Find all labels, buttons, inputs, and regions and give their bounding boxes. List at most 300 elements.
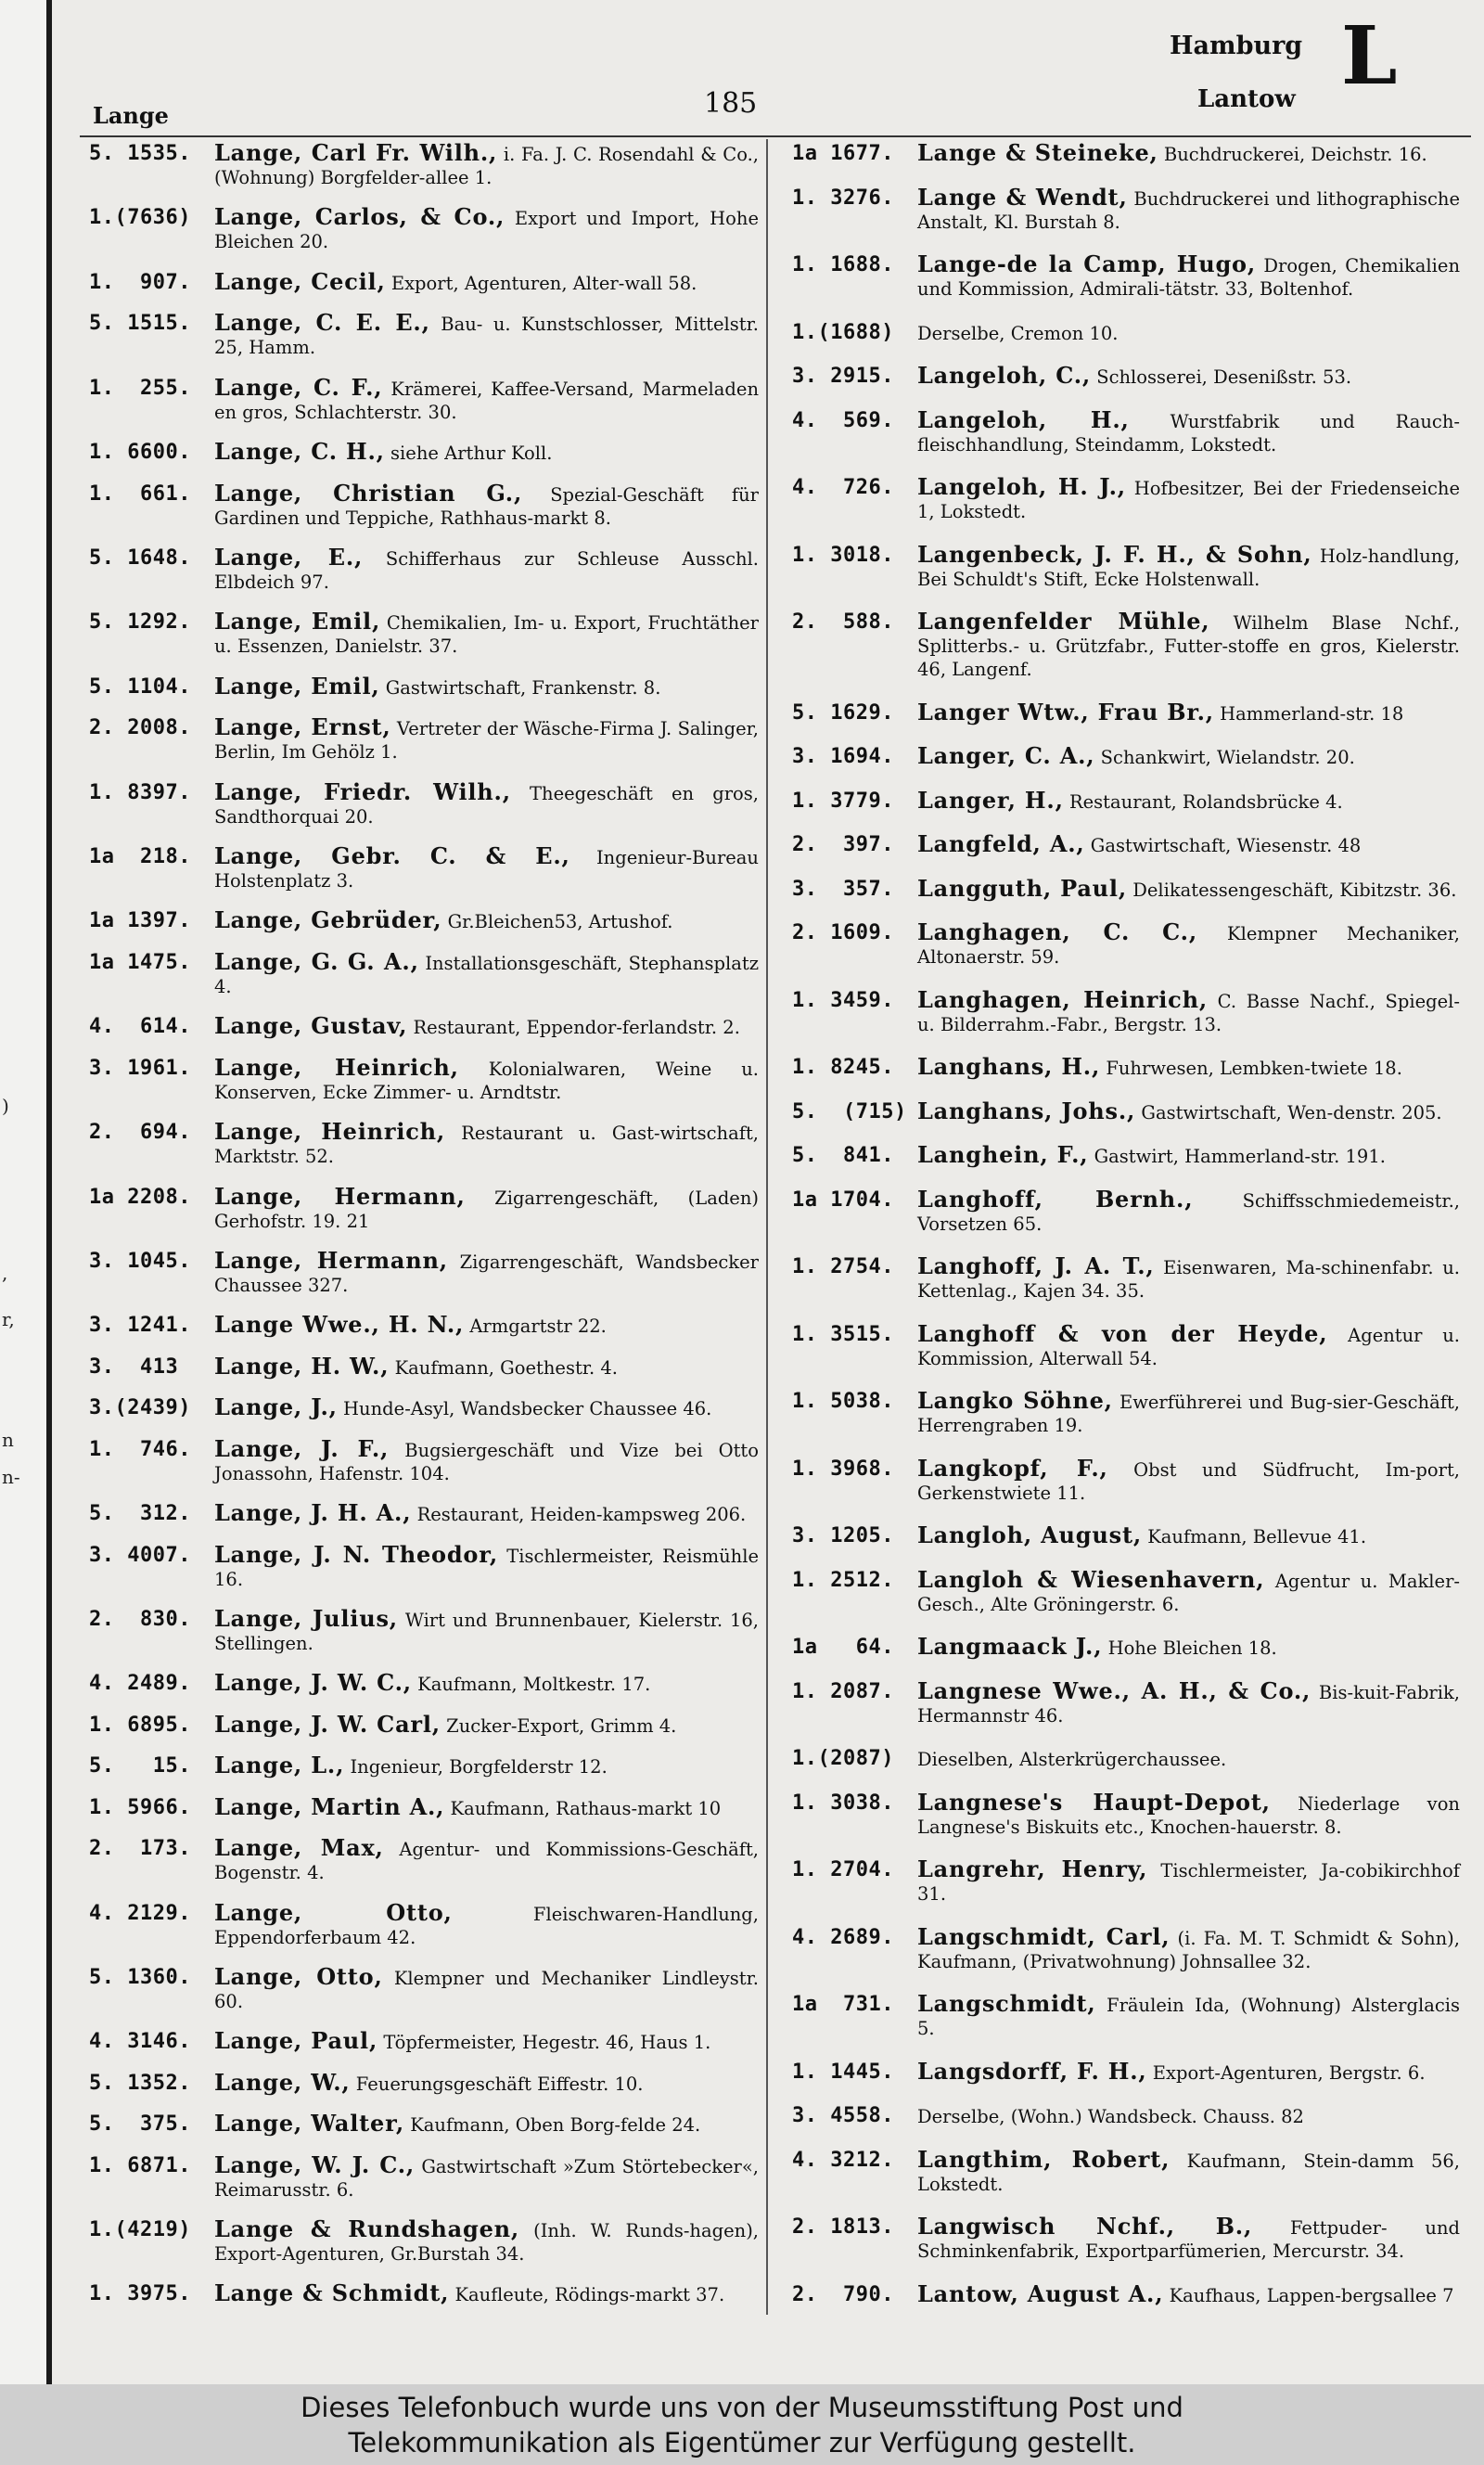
phone-number: 3. 1961. [89,1056,191,1080]
directory-entry [89,1792,759,1820]
entry-text [917,1635,1460,1660]
entry-text [214,1710,759,1738]
subscriber-name: Lange, Emil, [214,672,380,700]
phone-number: 1a 1397. [89,909,191,933]
subscriber-details: Fräulein Ida, (Wohnung) Alsterglacis 5. [917,1995,1460,2039]
phone-number: 2. 830. [89,1607,191,1631]
subscriber-details: Zigarrengeschäft, (Laden) Gerhofstr. 19. 21 [214,1187,760,1232]
phone-number: 1. 255. [89,376,191,400]
subscriber-name: Langenbeck, J. F. H., & Sohn, [917,540,1312,568]
directory-entry [792,1143,1460,1168]
entry-text [917,744,1460,769]
phone-number: 3. 357. [792,877,894,901]
directory-entry [89,1053,759,1104]
entry-text [917,610,1460,681]
subscriber-name: Lange, C. F., [214,373,383,401]
entry-text [214,947,759,998]
directory-entry [792,786,1460,814]
phone-number: 1a 1704. [792,1188,894,1212]
directory-entry [89,908,759,933]
directory-entry [89,2281,759,2306]
phone-number: 1. 2087. [792,1679,894,1703]
phone-number: 1.(4219) [89,2218,191,2242]
phone-number: 1.(7636) [89,206,191,230]
phone-number: 1. 3515. [792,1322,894,1346]
directory-entry [792,1788,1460,1839]
subscriber-name: Lange Wwe., H. N., [214,1311,465,1339]
phone-number: 3. 1694. [792,745,894,768]
directory-entry [792,2279,1460,2307]
phone-number: 4. 726. [792,476,894,499]
entry-text [214,1014,759,1039]
phone-number: 5. 1292. [89,610,191,635]
subscriber-details: Derselbe, (Wohn.) Wandsbeck. Chauss. 82 [917,2106,1304,2127]
entry-text [214,844,759,892]
directory-entry [89,844,759,892]
phone-number: 1. 661. [89,481,191,506]
subscriber-name: Langhoff & von der Heyde, [917,1319,1328,1347]
entry-text [214,311,759,359]
subscriber-details: Wurstfabrik und Rauch-fleischhandlung, Steindamm, Lokstedt. [917,410,1461,456]
entry-text [917,1055,1460,1080]
subscriber-details: Kaufhaus, Lappen-bergsallee 7 [1169,2284,1454,2306]
directory-entry [89,674,759,700]
directory-entry [792,1319,1460,1370]
directory-entry [792,1746,1460,1771]
header-city: Hamburg [1170,32,1303,60]
subscriber-name: Lange, Carlos, & Co., [214,203,505,231]
subscriber-details: Export-Agenturen, Bergstr. 6. [1152,2061,1426,2084]
subscriber-name: Lange, Paul, [214,2027,378,2055]
entry-text [214,1792,759,1820]
subscriber-details: Schlosserei, Desenißstr. 53. [1096,366,1352,388]
strip-mark: ) [2,1095,9,1117]
directory-entry [89,1604,759,1655]
subscriber-details: Hammerland-str. 18 [1220,702,1404,725]
entry-text [214,674,759,700]
directory-entry [792,1992,1460,2040]
phone-number: 1. 746. [89,1437,191,1461]
subscriber-name: Langschmidt, Carl, [917,1922,1171,1950]
phone-number: 3. 4007. [89,1543,191,1567]
subscriber-details: Wilhelm Blase Nchf., Splitterbs.- u. Grützfabr., Futter-stoffe en gros, Kielerstr. 46, Langenf. [917,612,1460,680]
phone-number: 1. 6895. [89,1713,191,1737]
directory-entry [89,1014,759,1039]
entry-text [917,1857,1460,1906]
entry-text [214,1313,759,1338]
phone-number: 3. 1241. [89,1314,191,1338]
subscriber-name: Langloh, August, [917,1521,1142,1548]
subscriber-name: Langeloh, H. J., [917,473,1126,500]
subscriber-name: Lange, J., [214,1393,338,1421]
entry-text [917,2057,1460,2085]
directory-entry [89,2029,759,2054]
phone-number: 5. 1104. [89,674,191,699]
directory-entry [89,1962,759,2013]
entry-text [214,1501,759,1526]
phone-number: 4. 2689. [792,1925,894,1949]
entry-text [917,874,1460,902]
entry-text [917,364,1460,389]
phone-number: 4. 614. [89,1015,191,1039]
entry-text [214,1395,759,1420]
subscriber-details: Wirt und Brunnenbauer, Kielerstr. 16, Stellingen. [214,1609,759,1654]
subscriber-details: Feuerungsgeschäft Eiffestr. 10. [355,2073,644,2095]
subscriber-details: (Inh. W. Runds-hagen), Export-Agenturen, Gr.Burstah 34. [214,2220,759,2266]
subscriber-name: Lange, H. W., [214,1352,390,1380]
directory-entry [89,205,759,253]
phone-number: 3. 1205. [792,1524,894,1547]
subscriber-name: Lange, J. F., [214,1434,390,1462]
phone-number: 1a 731. [792,1993,894,2016]
subscriber-details: Kaufmann, Moltkestr. 17. [417,1674,651,1696]
phone-number: 2. 397. [792,833,894,856]
subscriber-details: Krämerei, Kaffee-Versand, Marmeladen en gros, Schlachterstr. 30. [214,378,760,423]
subscriber-details: Vertreter der Wäsche-Firma J. Salinger, Berlin, Im Gehölz 1. [214,718,759,764]
directory-entry [89,440,759,465]
entry-text [917,700,1460,725]
subscriber-name: Langnese's Haupt-Depot, [917,1788,1271,1816]
phone-number: 1. 3975. [89,2282,191,2306]
phone-number: 1. 6871. [89,2153,191,2177]
phone-number: 5. 1648. [89,546,191,570]
subscriber-details: Bis-kuit-Fabrik, Hermannstr 46. [917,1681,1461,1727]
subscriber-name: Lange, Hermann, [214,1247,448,1275]
phone-number: 4. 2489. [89,1672,191,1696]
subscriber-name: Langhans, H., [917,1053,1101,1080]
directory-entry [792,320,1460,345]
directory-entry [792,1635,1460,1660]
subscriber-name: Lange, G. G. A., [214,947,419,975]
phone-number: 3. 1045. [89,1250,191,1274]
subscriber-name: Langko Söhne, [917,1387,1113,1414]
phone-number: 1. 907. [89,270,191,294]
subscriber-details: Fettpuder- und Schminkenfabrik, Exportparfümerien, Mercurstr. 34. [917,2217,1460,2262]
subscriber-details: Derselbe, Cremon 10. [917,322,1119,344]
subscriber-details: Obst und Südfrucht, Im-port, Gerkenstwiete 11. [917,1458,1460,1504]
strip-mark: , [2,1262,8,1284]
directory-entry [792,920,1460,969]
subscriber-details: Schifferhaus zur Schleuse Ausschl. Elbdeich 97. [214,547,759,593]
entry-text [917,475,1460,523]
subscriber-details: Bugsiergeschäft und Vize bei Otto Jonassohn, Hafenstr. 104. [214,1439,760,1484]
directory-entry [792,1254,1460,1303]
entry-text [917,1788,1460,1839]
directory-entry [792,540,1460,591]
entry-text [917,1389,1460,1437]
entry-text [917,1099,1460,1124]
entry-text [214,715,759,764]
subscriber-name: Lange, W. J. C., [214,2150,416,2178]
phone-number: 1. 2512. [792,1568,894,1592]
directory-entry [792,2103,1460,2128]
subscriber-details: Töpfermeister, Hegestr. 46, Haus 1. [383,2032,711,2054]
directory-entry [792,1857,1460,1906]
phone-number: 5. (715) [792,1099,907,1123]
directory-entry [89,141,759,189]
subscriber-name: Lange, Hermann, [214,1182,466,1210]
directory-entry [792,1099,1460,1124]
subscriber-name: Lange, W., [214,2068,351,2096]
subscriber-details: Zigarrengeschäft, Wandsbecker Chaussee 327. [214,1252,759,1297]
phone-number: 1. 8397. [89,780,191,804]
phone-number: 3. 2915. [792,365,894,388]
directory-entry [792,252,1460,301]
directory-entry [89,311,759,359]
phone-number: 1. 3018. [792,543,894,567]
subscriber-details: Fleischwaren-Handlung, Eppendorferbaum 42. [214,1903,759,1948]
subscriber-name: Langeloh, H., [917,405,1130,433]
subscriber-name: Langloh & Wiesenhavern, [917,1565,1265,1593]
strip-mark: n [2,1429,14,1451]
entry-text [917,405,1461,456]
subscriber-details: Drogen, Chemikalien und Kommission, Admirali-tätstr. 33, Boltenhof. [917,255,1461,300]
subscriber-details: Gastwirtschaft »Zum Störtebecker«, Reimarusstr. 6. [214,2155,760,2201]
subscriber-name: Langsdorff, F. H., [917,2057,1147,2085]
subscriber-details: Fuhrwesen, Lembken-twiete 18. [1106,1058,1402,1079]
subscriber-details: Ingenieur, Borgfelderstr 12. [350,1756,608,1778]
subscriber-details: Schiffsschmiedemeistr., Vorsetzen 65. [917,1189,1460,1235]
subscriber-details: Kaufleute, Rödings-markt 37. [454,2284,725,2306]
directory-entry [89,1120,759,1168]
subscriber-name: Lange & Steineke, [917,139,1158,166]
subscriber-name: Langhoff, J. A. T., [917,1252,1155,1279]
entry-text [917,1922,1460,1973]
subscriber-details: Ewerführerei und Bug-sier-Geschäft, Herrengraben 19. [917,1392,1460,1436]
directory-entry [792,1676,1461,1727]
entry-text [214,2150,760,2202]
phone-number: 2. 588. [792,610,894,634]
subscriber-name: Lange, Friedr. Wilh., [214,777,511,805]
subscriber-name: Langer, H., [917,786,1064,814]
subscriber-details: Klempner Mechaniker, Altonaerstr. 59. [917,923,1460,968]
header-letter: L [1341,9,1398,103]
subscriber-name: Langhein, F., [917,1141,1089,1168]
phone-number: 3. 413 [89,1354,179,1379]
subscriber-name: Lange, Carl Fr. Wilh., [214,139,498,166]
phone-number: 5. 1535. [89,142,191,165]
subscriber-details: Klempner und Mechaniker Lindleystr. 60. [214,1967,759,2012]
entry-text [917,540,1460,591]
entry-text [214,2112,759,2137]
phone-number: 1. 3038. [792,1791,894,1815]
directory-entry [89,1395,759,1420]
entry-text [214,610,759,658]
entry-text [214,267,759,295]
subscriber-name: Langer Wtw., Frau Br., [917,698,1214,725]
entry-text [214,2029,759,2054]
phone-number: 1a 2208. [89,1185,191,1209]
subscriber-details: Kaufmann, Rathaus-markt 10 [450,1797,722,1819]
entry-text [214,1753,759,1778]
phone-number: 1. 3276. [792,186,894,210]
subscriber-details: C. Basse Nachf., Spiegel- u. Bilderrahm.-Fabr., Bergstr. 13. [917,990,1461,1035]
subscriber-details: Export, Agenturen, Alter-wall 58. [390,272,697,294]
entry-text [917,252,1460,301]
phone-number: 1a 64. [792,1636,894,1659]
subscriber-name: Lange, Cecil, [214,267,386,295]
entry-text [214,908,759,933]
subscriber-name: Lange, Gebrüder, [214,906,442,934]
phone-number: 2. 790. [792,2282,894,2306]
header-rule [80,135,1471,137]
directory-entry [89,777,759,828]
subscriber-name: Langnese Wwe., A. H., & Co., [917,1676,1311,1704]
directory-entry [89,1501,759,1526]
footer-notice [0,2384,1484,2465]
subscriber-details: Gastwirt, Hammerland-str. 191. [1094,1146,1386,1167]
phone-number: 1a 218. [89,845,191,869]
subscriber-name: Lange, Heinrich, [214,1118,446,1146]
entry-text [917,320,1460,345]
entry-text [214,1354,759,1380]
directory-entry [89,715,759,764]
subscriber-name: Lange, Julius, [214,1604,398,1632]
phone-number: 1. 2754. [792,1255,894,1278]
subscriber-name: Langmaack J., [917,1633,1103,1660]
subscriber-details: Export und Import, Hohe Bleichen 20. [214,208,759,253]
directory-entry [89,1354,759,1380]
subscriber-details: Holz-handlung, Bei Schuldt's Stift, Ecke Holstenwall. [917,545,1460,590]
phone-number: 4. 3212. [792,2148,894,2172]
subscriber-name: Langhagen, C. C., [917,918,1197,945]
subscriber-name: Lange, J. W. Carl, [214,1710,441,1738]
entry-text [214,2217,759,2266]
phone-number: 1. 5038. [792,1390,894,1413]
directory-entry [89,610,759,658]
directory-entry [89,2112,759,2137]
phone-number: 2. 694. [89,1121,191,1145]
phone-number: 2. 2008. [89,716,191,740]
directory-entry [792,874,1460,902]
subscriber-name: Lange, J. H. A., [214,1499,412,1527]
directory-entry [792,700,1460,725]
directory-entry [792,1523,1460,1548]
directory-entry [89,481,759,530]
phone-number: 1. 6600. [89,441,191,465]
subscriber-name: Lange, Emil, [214,608,381,636]
entry-text [214,2068,759,2096]
subscriber-details: Hunde-Asyl, Wandsbecker Chaussee 46. [343,1398,712,1420]
entry-text [917,832,1460,857]
subscriber-name: Lange-de la Camp, Hugo, [917,250,1257,277]
phone-number: 5. 1360. [89,1965,191,1989]
subscriber-details: Restaurant, Eppendor-ferlandstr. 2. [413,1017,740,1039]
strip-mark: n- [2,1466,20,1488]
entry-text [214,1671,759,1696]
entry-text [917,920,1460,969]
directory-entry [89,947,759,998]
subscriber-name: Lange, Max, [214,1834,384,1862]
directory-entry [792,475,1460,523]
subscriber-details: (i. Fa. M. T. Schmidt & Sohn), Kaufmann, (Privatwohnung) Johnsallee 32. [917,1927,1460,1972]
subscriber-details: Kolonialwaren, Weine u. Konserven, Ecke Zimmer- u. Arndtstr. [214,1058,759,1103]
column-divider [766,139,768,2315]
directory-entry [89,1753,759,1778]
entry-text [214,543,759,594]
footer-line-1: Dieses Telefonbuch wurde uns von der Museumsstiftung Post und [301,2392,1183,2423]
directory-entry [89,543,759,594]
subscriber-details: Restaurant u. Gast-wirtschaft, Marktstr. 52. [214,1123,759,1168]
directory-entry [792,1922,1460,1973]
directory-entry [792,985,1461,1036]
directory-entry [89,1434,760,1485]
subscriber-details: Restaurant, Heiden-kampsweg 206. [416,1504,747,1526]
subscriber-details: Agentur u. Makler-Gesch., Alte Gröningerstr. 6. [917,1570,1460,1615]
subscriber-name: Lange & Wendt, [917,183,1128,211]
entry-text [214,1249,759,1297]
subscriber-name: Lange, J. W. C., [214,1669,412,1697]
subscriber-details: Restaurant, Rolandsbrücke 4. [1068,790,1343,813]
entry-text [917,2279,1460,2307]
subscriber-name: Langthim, Robert, [917,2145,1171,2173]
entry-text [917,1992,1460,2040]
directory-entry [89,2068,759,2096]
phone-number: 4. 569. [792,408,894,432]
subscriber-name: Lange, Christian G., [214,479,523,507]
subscriber-name: Lange, Gustav, [214,1012,408,1040]
subscriber-name: Lange, Gebr. C. & E., [214,842,570,870]
subscriber-name: Langer, C. A., [917,742,1095,769]
directory-entry [89,1710,759,1738]
phone-number: 1. 1688. [792,253,894,276]
phone-number: 1. 3779. [792,789,894,813]
directory-entry [792,141,1460,166]
subscriber-name: Lange, Walter, [214,2110,404,2138]
entry-text [917,2145,1461,2196]
phone-number: 5. 1352. [89,2071,191,2095]
subscriber-name: Lange & Rundshagen, [214,2215,520,2243]
right-column [792,141,1460,2307]
directory-entry [792,364,1460,389]
entry-text [214,440,759,465]
phone-number: 5. 841. [792,1144,894,1167]
phone-number: 1. 8245. [792,1056,894,1079]
phone-number: 1.(1688) [792,320,894,344]
subscriber-details: Hohe Bleichen 18. [1107,1637,1277,1659]
subscriber-name: Langeloh, C., [917,362,1092,389]
entry-text [917,1746,1460,1771]
phone-number: 5. 1629. [792,700,894,725]
directory-entry [89,267,759,295]
entry-text [917,786,1460,814]
directory-entry [89,1313,759,1338]
entry-text [917,1254,1460,1303]
subscriber-name: Lange, Ernst, [214,713,391,741]
directory-entry [89,1898,759,1949]
binding-strip [0,0,46,2384]
subscriber-details: Agentur- und Kommissions-Geschäft, Bogenstr. 4. [214,1839,760,1884]
directory-entry [89,1671,759,1696]
phone-number: 1a 1677. [792,142,894,165]
entry-text [214,1836,759,1884]
phone-number: 1. 5966. [89,1795,191,1819]
subscriber-details: Delikatessengeschäft, Kibitzstr. 36. [1132,879,1457,901]
subscriber-details: Tischlermeister, Reismühle 16. [214,1545,760,1590]
subscriber-name: Langguth, Paul, [917,874,1128,902]
phone-number: 5. 375. [89,2112,191,2137]
directory-entry [792,832,1460,857]
subscriber-name: Lange, J. N. Theodor, [214,1540,499,1568]
subscriber-details: Tischlermeister, Ja-cobikirchhof 31. [917,1860,1460,1905]
directory-entry [89,2217,759,2266]
subscriber-details: Niederlage von Langnese's Biskuits etc., Knochen-hauerstr. 8. [917,1792,1460,1838]
entry-text [917,1676,1461,1727]
entry-text [214,2281,759,2306]
entry-text [917,1565,1460,1616]
entry-text [917,2103,1460,2128]
subscriber-name: Lange, C. H., [214,438,385,466]
